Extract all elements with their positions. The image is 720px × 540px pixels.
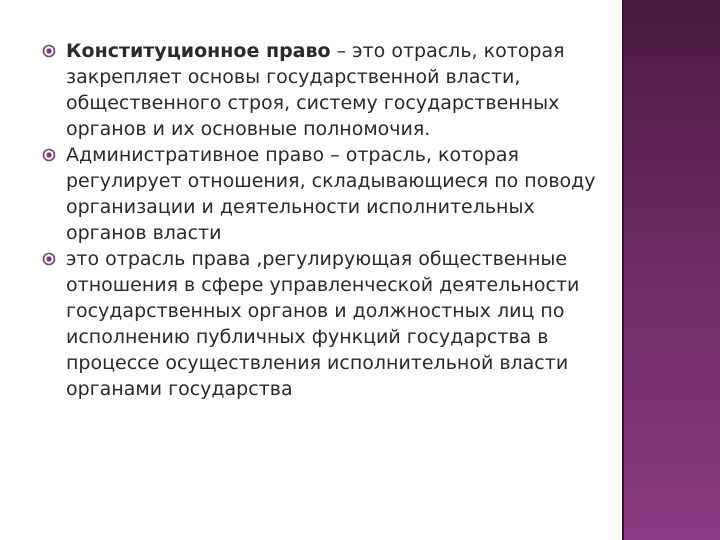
decorative-side-band (622, 0, 720, 540)
bullet-list (42, 38, 612, 402)
bullet-text: это отрасль права ,регулирующая общественные отношения в сфере управленческой деятельности государственных органов и должностных лиц по исполнению публичных функций государства в процессе осуществления исполнительной власти органами государства (66, 248, 580, 400)
ring-bullet-icon (42, 44, 56, 58)
bullet-item-administrative-law (42, 142, 612, 246)
ring-bullet-icon (42, 252, 56, 266)
ring-bullet-icon (42, 148, 56, 162)
bullet-text: Административное право – отрасль, которая регулирует отношения, складывающиеся по поводу организации и деятельности исполнительных органов власти (66, 144, 596, 244)
bullet-item-constitutional-law (42, 38, 612, 142)
bullet-text: – это отрасль, которая закрепляет основы государственной власти, общественного строя, систему государственных органов и их основные полномочия. (66, 40, 565, 140)
bullet-item-law-branch-definition (42, 246, 612, 402)
bullet-term: Конституционное право (66, 40, 331, 62)
